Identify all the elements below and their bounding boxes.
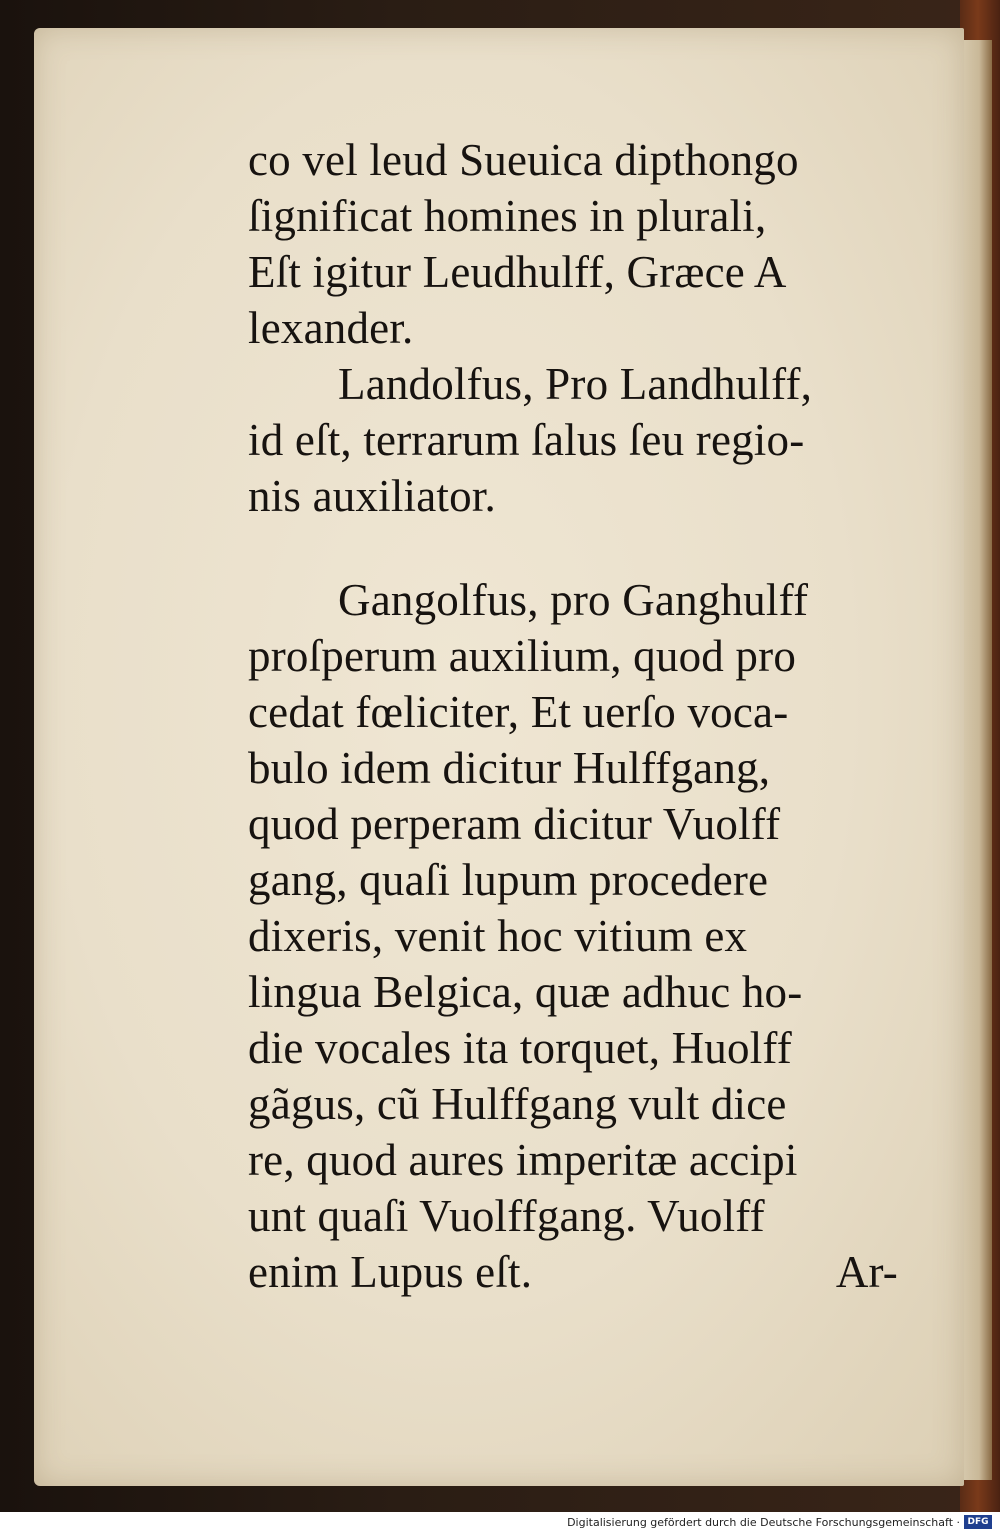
catchword: Ar-	[835, 1247, 898, 1297]
text-line: unt quaſi Vuolffgang. Vuolff	[248, 1191, 765, 1241]
text-line: cedat fœliciter, Et uerſo voca-	[248, 687, 789, 737]
text-line: Landolfus, Pro Landhulff,	[338, 359, 813, 409]
page-fore-edge	[960, 40, 992, 1480]
text-line: lexander.	[248, 303, 414, 353]
text-line: gang, quaſi lupum procedere	[248, 855, 769, 905]
funding-credit: Digitalisierung gefördert durch die Deutsche Forschungsgemeinschaft ·	[567, 1516, 960, 1529]
text-line: nis auxiliator.	[248, 471, 496, 521]
text-line: Gangolfus, pro Ganghulff	[338, 575, 809, 625]
text-line: dixeris, venit hoc vitium ex	[248, 911, 748, 961]
text-line: proſperum auxilium, quod pro	[248, 631, 797, 681]
text-line: bulo idem dicitur Hulffgang,	[248, 743, 771, 793]
text-line: gãgus, cũ Hulffgang vult dice	[248, 1079, 787, 1129]
dfg-logo-icon: DFG	[964, 1515, 992, 1529]
text-line: ſignificat homines in plurali,	[248, 191, 767, 241]
text-line: id eſt, terrarum ſalus ſeu regio-	[248, 415, 805, 465]
footer-bar	[0, 1512, 1000, 1533]
text-line: enim Lupus eſt.	[248, 1247, 533, 1297]
text-line: co vel leud Sueuica dipthongo	[248, 135, 799, 185]
text-line: die vocales ita torquet, Huolff	[248, 1023, 792, 1073]
text-line-last	[248, 1244, 898, 1300]
text-line: lingua Belgica, quæ adhuc ho-	[248, 967, 803, 1017]
text-line: quod perperam dicitur Vuolff	[248, 799, 781, 849]
text-line: re, quod aures imperitæ accipi	[248, 1135, 798, 1185]
page-text	[248, 132, 898, 1300]
text-line: Eſt igitur Leudhulff, Græce A	[248, 247, 787, 297]
